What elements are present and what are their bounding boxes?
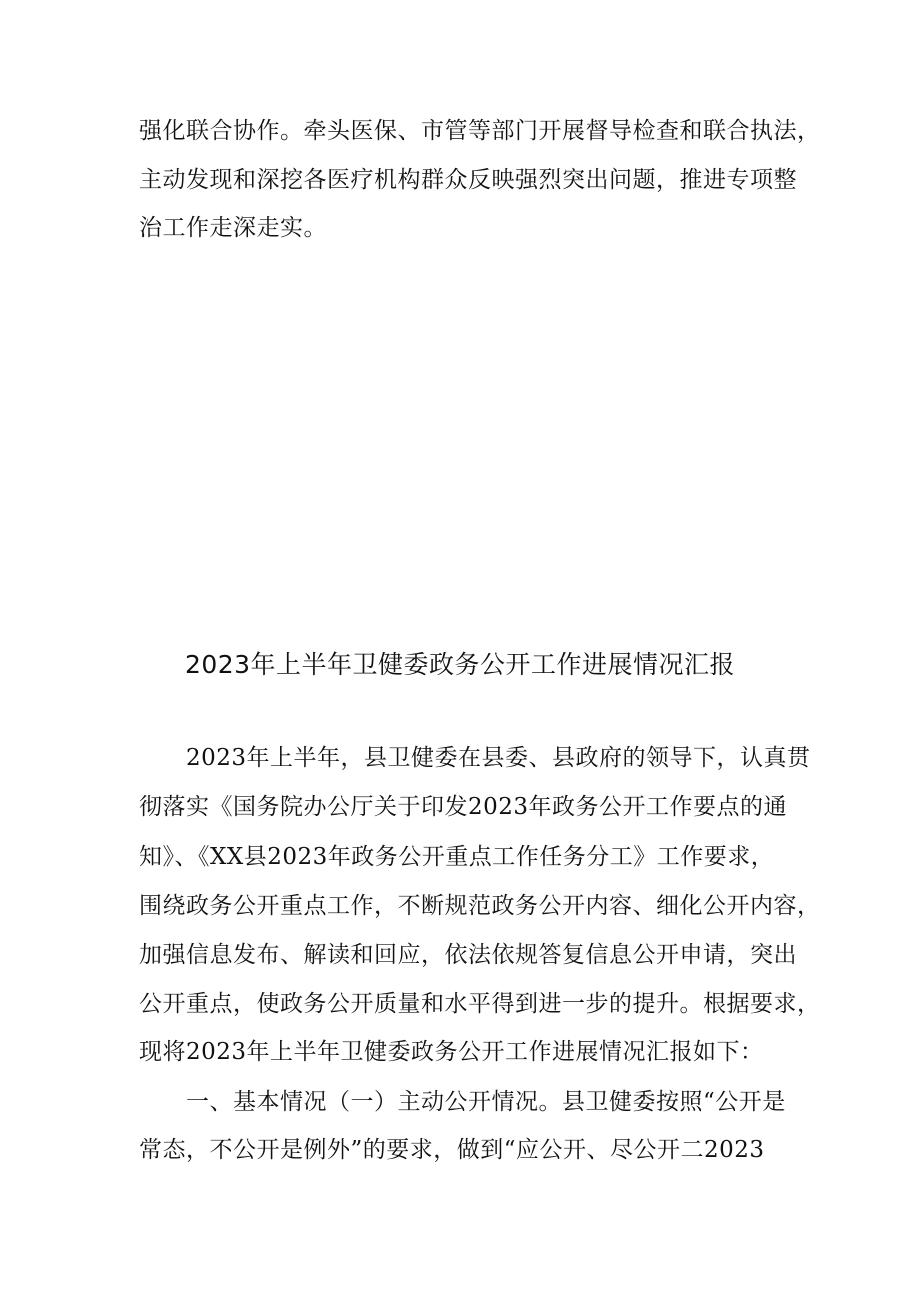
paragraph-line: 常态，不公开是例外”的要求，做到“应公开、尽公开二2023 <box>139 1137 765 1163</box>
paragraph-line: 2023年上半年，县卫健委在县委、县政府的领导下，认真贯 <box>186 745 811 771</box>
paragraph-line: 强化联合协作。牵头医保、市管等部门开展督导检查和联合执法， <box>139 118 821 144</box>
paragraph-line: 一、基本情况（一）主动公开情况。县卫健委按照“公开是 <box>186 1089 786 1115</box>
report-title: 2023年上半年卫健委政务公开工作进展情况汇报 <box>184 650 736 679</box>
paragraph-line: 围绕政务公开重点工作，不断规范政务公开内容、细化公开内容， <box>139 893 821 919</box>
paragraph-line: 加强信息发布、解读和回应，依法依规答复信息公开申请，突出 <box>139 942 797 968</box>
paragraph-line: 治工作走深走实。 <box>139 215 327 241</box>
paragraph-line: 现将2023年上半年卫健委政务公开工作进展情况汇报如下： <box>139 1039 764 1065</box>
paragraph-line: 彻落实《国务院办公厅关于印发2023年政务公开工作要点的通 <box>139 794 788 820</box>
paragraph-line: 公开重点，使政务公开质量和水平得到进一步的提升。根据要求， <box>139 991 821 1017</box>
paragraph-line: 知》、《XX县2023年政务公开重点工作任务分工》工作要求， <box>139 844 775 870</box>
paragraph-line: 主动发现和深挖各医疗机构群众反映强烈突出问题，推进专项整 <box>139 167 797 193</box>
